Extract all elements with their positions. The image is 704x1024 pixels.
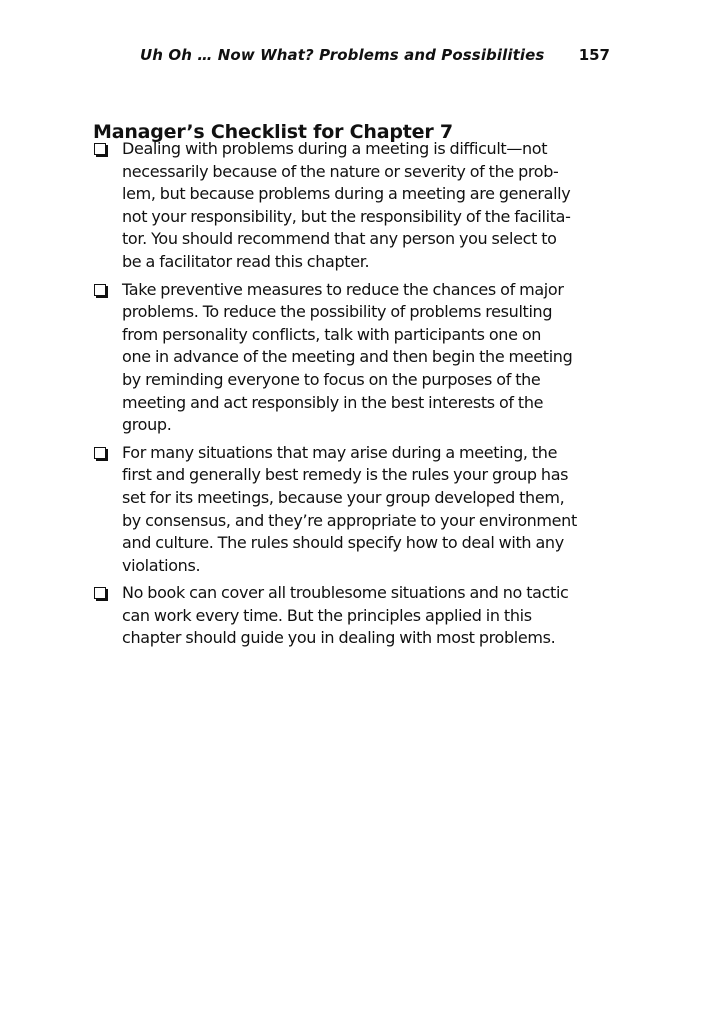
checkbox-icon <box>94 284 106 296</box>
manager-checklist <box>93 138 613 655</box>
checkbox-icon <box>94 143 106 155</box>
checklist-item-2 <box>93 279 613 437</box>
page-number: 157 <box>578 46 610 64</box>
checklist-item-1 <box>93 138 613 274</box>
checklist-item-text: Dealing with problems during a meeting is difficult—not necessarily because of the nature or severity of the prob- lem, but because problems during a meeting are generally not your responsibility, but the responsibility of the facilita- tor. You should recommend that any person you select to be a facilitator read this chapter. <box>122 139 571 271</box>
checklist-item-text: Take preventive measures to reduce the chances of major problems. To reduce the possibility of problems resulting from personality conflicts, talk with participants one on one in advance of the meeting and then begin the meeting by reminding everyone to focus on the purposes of the meeting and act responsibly in the best interests of the group. <box>122 279 573 435</box>
checklist-item-4 <box>93 582 613 650</box>
checkbox-icon <box>94 587 106 599</box>
checklist-item-text: For many situations that may arise during a meeting, the first and generally best remedy is the rules your group has set for its meetings, because your group developed them, by consensus, and they’re appropriate to your environment and culture. The rules should specify how to deal with any violations. <box>122 442 577 575</box>
checklist-item-3 <box>93 442 613 578</box>
running-header-title: Uh Oh … Now What? Problems and Possibilities <box>140 46 545 64</box>
checklist-item-text: No book can cover all troublesome situations and no tactic can work every time. But the principles applied in this chapter should guide you in dealing with most problems. <box>122 583 569 648</box>
checklist-heading: Manager’s Checklist for Chapter 7 <box>93 120 453 143</box>
checkbox-icon <box>94 447 106 459</box>
